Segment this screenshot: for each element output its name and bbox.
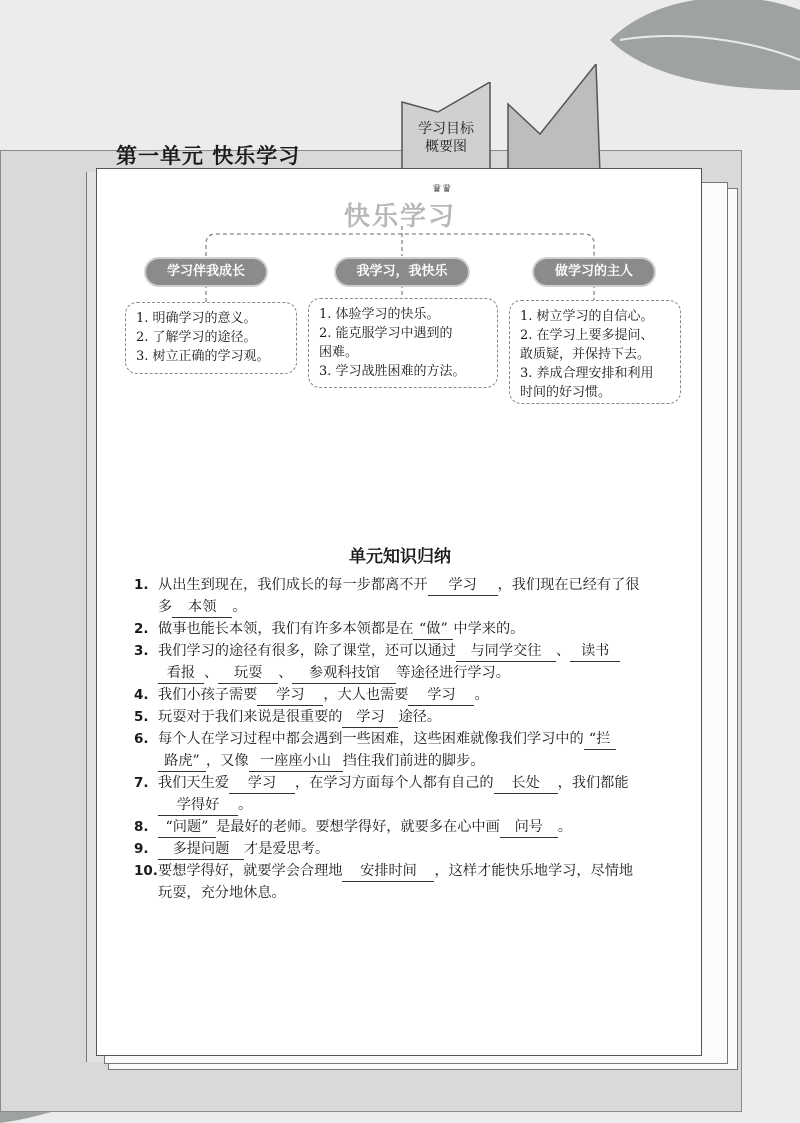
list-item: 2. 了解学习的途径。	[136, 330, 257, 345]
answer-blank: 与同学交往	[456, 642, 556, 662]
answer-blank: 本领	[172, 598, 232, 618]
answer-blank: 问号	[500, 818, 558, 838]
answer-blank: 学习	[428, 576, 498, 596]
answer-blank: 参观科技馆	[292, 664, 396, 684]
answer-blank: 安排时间	[342, 862, 434, 882]
branch-label-master: 做学习的主人	[534, 259, 654, 285]
branch-label-growth: 学习伴我成长	[146, 259, 266, 285]
concept-map-title: 快乐学习	[343, 202, 456, 232]
list-item: 3. 学习战胜困难的方法。	[319, 364, 466, 379]
summary-item: 4. 我们小孩子需要 学习 ，大人也需要 学习 。	[134, 684, 684, 706]
summary-item: 6. 每个人在学习过程中都会遇到一些困难，这些困难就像我们学习中的 “拦 路虎” ，又像 一座座小山 挡住我们前进的脚步。	[134, 728, 684, 772]
list-item: 2. 在学习上要多提问、	[520, 328, 654, 343]
answer-blank: 学习	[229, 774, 295, 794]
list-item: 1. 明确学习的意义。	[136, 311, 257, 326]
summary-item: 1. 从出生到现在，我们成长的每一步都离不开 学习 ，我们现在已经有了很 多 本领 。	[134, 574, 684, 618]
branch-box-happy	[308, 298, 498, 388]
answer-blank: 多提问题	[158, 840, 244, 860]
branch-label-happy: 我学习，我快乐	[336, 259, 468, 285]
summary-item: 2. 做事也能长本领，我们有许多本领都是在 “做” 中学来的。	[134, 618, 684, 640]
crown-icon: ♛♛	[432, 182, 452, 195]
summary-item: 10. 要想学得好，就要学会合理地 安排时间 ，这样才能快乐地学习，尽情地 玩耍，充分地休息。	[134, 863, 634, 901]
summary-item: 5. 玩耍对于我们来说是很重要的 学习 途径。	[134, 706, 684, 728]
branch-box-master	[509, 300, 681, 404]
summary-title: 单元知识归纳	[349, 547, 451, 567]
list-item: 2. 能克服学习中遇到的	[319, 326, 453, 341]
branch-box-growth	[125, 302, 297, 374]
answer-blank: 路虎”	[158, 752, 206, 772]
list-item: 3. 养成合理安排和利用	[520, 366, 654, 381]
list-item: 1. 体验学习的快乐。	[319, 307, 440, 322]
list-item: 3. 树立正确的学习观。	[136, 349, 270, 364]
list-item: 时间的好习惯。	[520, 385, 612, 400]
bookmark-label: 学习目标 概要图	[418, 121, 474, 155]
answer-blank: “问题”	[158, 818, 216, 838]
summary-list	[134, 574, 684, 904]
answer-blank: 看报	[158, 664, 204, 684]
summary-item: 9. 多提问题 才是爱思考。	[134, 838, 684, 860]
answer-blank: 学得好	[158, 796, 238, 816]
list-item: 1. 树立学习的自信心。	[520, 309, 654, 324]
answer-blank: 长处	[494, 774, 558, 794]
unit-title: 第一单元 快乐学习	[116, 143, 301, 168]
list-item: 困难。	[319, 345, 359, 360]
answer-blank: “拦	[584, 730, 616, 750]
summary-item: 7. 我们天生爱 学习 ，在学习方面每个人都有自己的 长处 ，我们都能 学得好 。	[134, 772, 684, 816]
answer-blank: 学习	[257, 686, 323, 706]
summary-item: 8. “问题” 是最好的老师。要想学得好，就要多在心中画 问号 。	[134, 816, 684, 838]
answer-blank: 玩耍	[218, 664, 278, 684]
answer-blank: 学习	[408, 686, 474, 706]
answer-blank: 学习	[342, 708, 398, 728]
list-item: 敢质疑，并保持下去。	[520, 347, 651, 362]
answer-blank: 读书	[570, 642, 620, 662]
answer-blank: “做”	[413, 620, 453, 640]
answer-blank: 一座座小山	[249, 752, 343, 772]
summary-item: 3. 我们学习的途径有很多，除了课堂，还可以通过 与同学交往 、 读书 看报 、 玩耍 、 参观科技馆 等途径进行学习。	[134, 640, 684, 684]
